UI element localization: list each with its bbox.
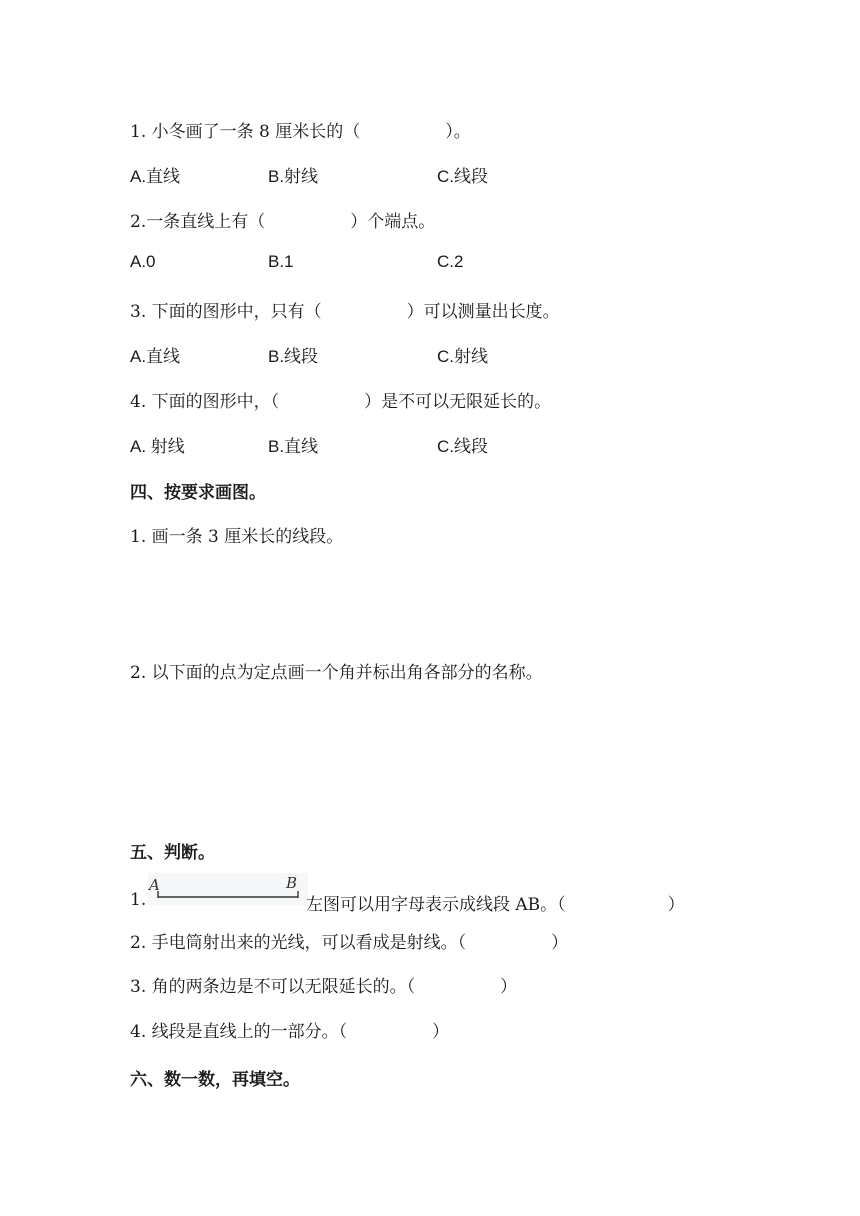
judge-question-4: 4. 线段是直线上的一部分。（ ）	[130, 1022, 450, 1042]
judge-question-1: 左图可以用字母表示成线段 AB。（ ）	[306, 895, 685, 915]
section-6-heading: 六、数一数，再填空。	[130, 1070, 300, 1090]
judge-question-1-number: 1.	[130, 890, 147, 910]
q2-option-a: A.0	[130, 252, 156, 271]
q4-option-c: C.线段	[437, 437, 488, 456]
question-4: 4. 下面的图形中，（ ）是不可以无限延长的。	[130, 392, 552, 412]
q2-option-c: C.2	[437, 252, 464, 271]
q4-option-b: B.直线	[268, 437, 319, 456]
section-5-heading: 五、判断。	[130, 843, 215, 863]
judge-question-3: 3. 角的两条边是不可以无限延长的。（ ）	[130, 977, 518, 997]
segment-ab-figure	[148, 873, 308, 905]
question-1: 1. 小冬画了一条 8 厘米长的（ ）。	[130, 122, 471, 142]
point-a-label: A	[149, 876, 160, 894]
draw-question-1: 1. 画一条 3 厘米长的线段。	[130, 527, 344, 547]
judge-question-2: 2. 手电筒射出来的光线，可以看成是射线。（ ）	[130, 933, 569, 953]
q3-option-b: B.线段	[268, 347, 319, 366]
draw-question-2: 2. 以下面的点为定点画一个角并标出角各部分的名称。	[130, 663, 543, 683]
point-b-label: B	[286, 874, 298, 892]
q3-option-a: A.直线	[130, 347, 181, 366]
q1-option-c: C.线段	[437, 167, 488, 186]
q1-option-b: B.射线	[268, 167, 319, 186]
question-2: 2.一条直线上有（ ）个端点。	[130, 212, 436, 232]
section-4-heading: 四、按要求画图。	[130, 483, 266, 503]
q1-option-a: A.直线	[130, 167, 181, 186]
q4-option-a: A. 射线	[130, 437, 185, 456]
question-3: 3. 下面的图形中，只有（ ）可以测量出长度。	[130, 302, 560, 322]
q2-option-b: B.1	[268, 252, 294, 271]
q3-option-c: C.射线	[437, 347, 488, 366]
